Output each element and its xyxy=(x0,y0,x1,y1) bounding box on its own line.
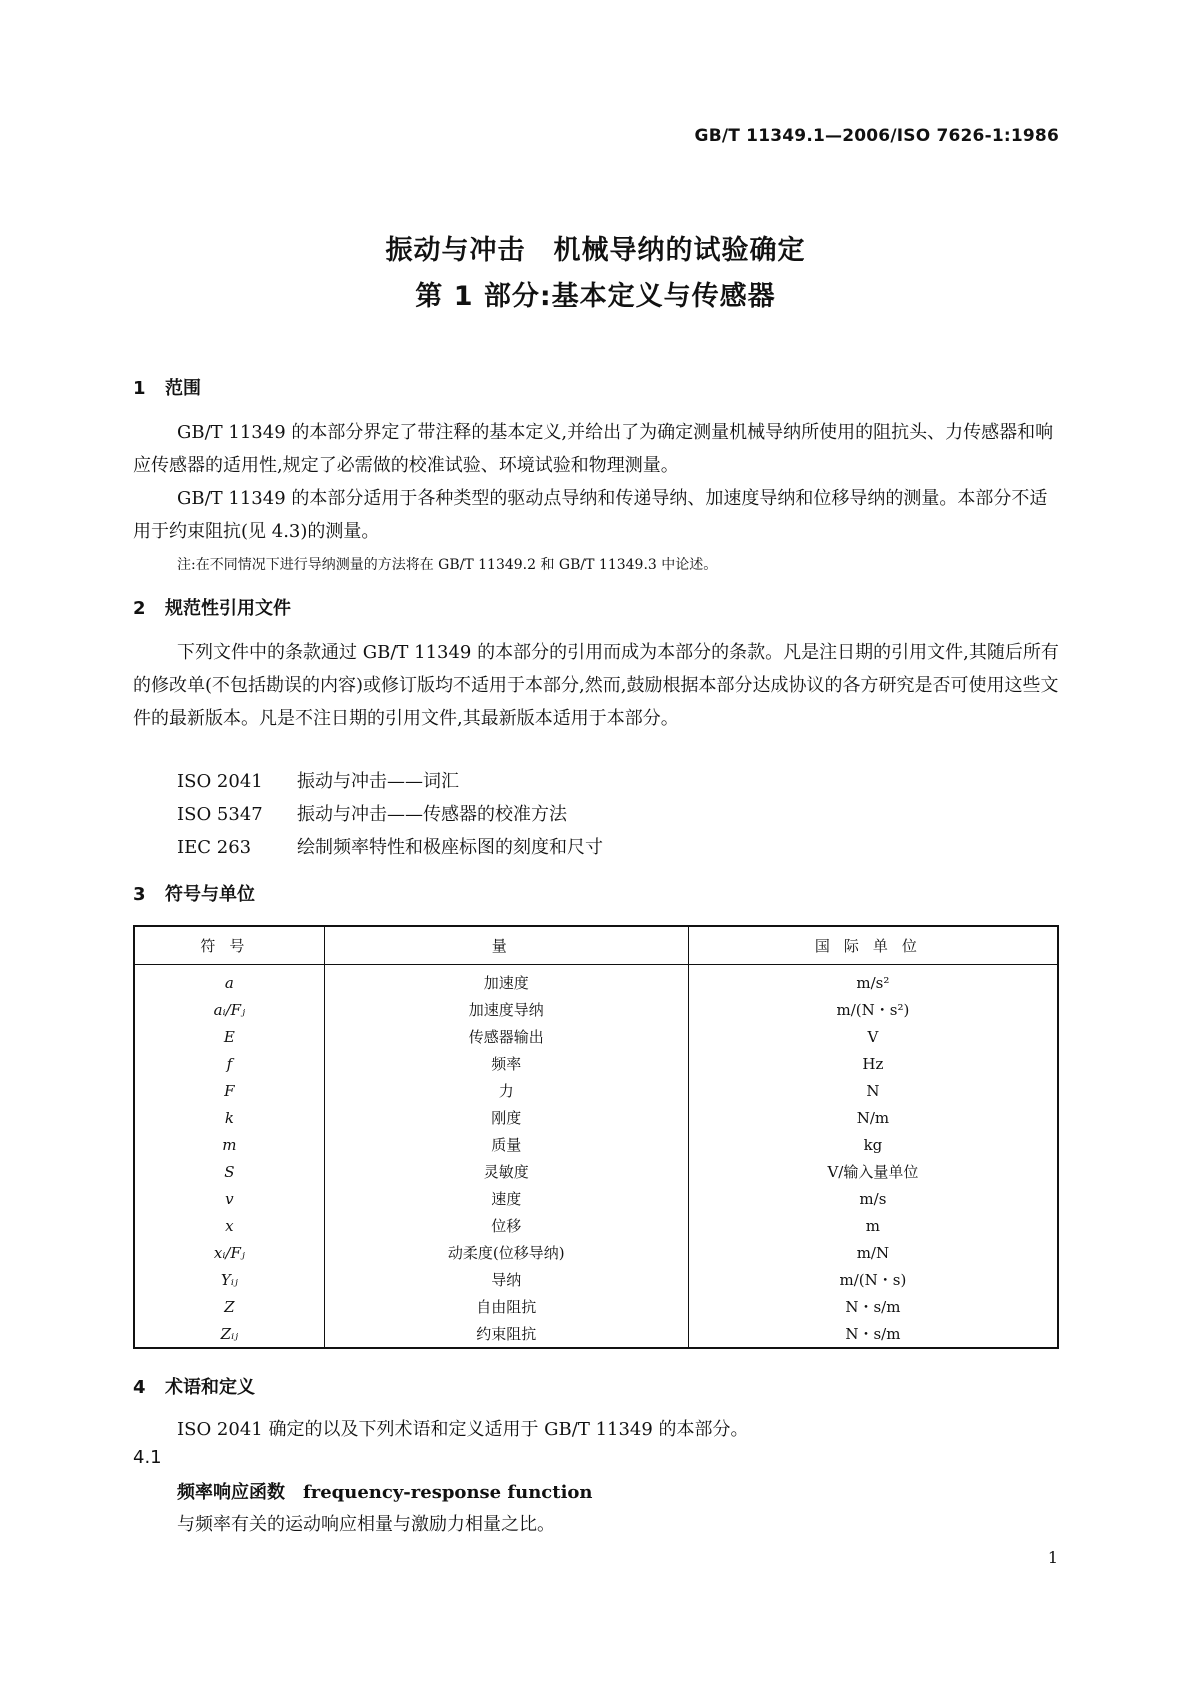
reference-title: 振动与冲击——传感器的校准方法 xyxy=(297,804,567,825)
quantity-cell: 加速度导纳 xyxy=(324,996,688,1023)
section-title: 范围 xyxy=(165,378,201,399)
section-4-heading xyxy=(133,1373,255,1399)
unit-cell: m/s² xyxy=(688,965,1058,997)
symbol-cell: v xyxy=(225,1189,234,1208)
symbol-cell: f xyxy=(226,1054,233,1073)
col-header-symbol: 符号 xyxy=(134,926,324,965)
section-2-heading xyxy=(133,594,291,620)
reference-code: IEC 263 xyxy=(177,837,252,858)
symbol-cell: Z xyxy=(224,1297,235,1316)
quantity-cell: 灵敏度 xyxy=(324,1158,688,1185)
unit-cell: kg xyxy=(688,1131,1058,1158)
reference-title: 绘制频率特性和极座标图的刻度和尺寸 xyxy=(297,837,603,858)
symbol-cell: S xyxy=(224,1162,235,1181)
col-header-quantity: 量 xyxy=(324,926,688,965)
reference-item xyxy=(177,833,603,859)
term-zh: 频率响应函数 xyxy=(177,1482,285,1503)
section-1-heading xyxy=(133,374,201,400)
reference-title: 振动与冲击——词汇 xyxy=(297,771,459,792)
unit-cell: N xyxy=(688,1077,1058,1104)
term-heading xyxy=(177,1478,593,1504)
quantity-cell: 自由阻抗 xyxy=(324,1293,688,1320)
table-row xyxy=(134,1023,1058,1050)
table-row xyxy=(134,1077,1058,1104)
unit-cell: N・s/m xyxy=(688,1293,1058,1320)
symbol-cell: Zᵢⱼ xyxy=(220,1324,239,1343)
unit-cell: m/s xyxy=(688,1185,1058,1212)
quantity-cell: 传感器输出 xyxy=(324,1023,688,1050)
table-row xyxy=(134,1320,1058,1348)
quantity-cell: 导纳 xyxy=(324,1266,688,1293)
symbol-cell: k xyxy=(224,1108,234,1127)
subsection-number: 4.1 xyxy=(133,1447,162,1468)
quantity-cell: 刚度 xyxy=(324,1104,688,1131)
unit-cell: m/(N・s²) xyxy=(688,996,1058,1023)
reference-code: ISO 2041 xyxy=(177,771,263,792)
quantity-cell: 约束阻抗 xyxy=(324,1320,688,1348)
term-definition: 与频率有关的运动响应相量与激励力相量之比。 xyxy=(177,1514,555,1535)
symbol-cell: F xyxy=(224,1081,235,1100)
quantity-cell: 质量 xyxy=(324,1131,688,1158)
section-number: 3 xyxy=(133,884,146,905)
unit-cell: N・s/m xyxy=(688,1320,1058,1348)
table-header-row xyxy=(134,926,1058,965)
quantity-cell: 速度 xyxy=(324,1185,688,1212)
unit-cell: N/m xyxy=(688,1104,1058,1131)
section-number: 4 xyxy=(133,1377,146,1398)
section-4-para: ISO 2041 确定的以及下列术语和定义适用于 GB/T 11349 的本部分。 xyxy=(177,1419,749,1440)
section-1-para-2: GB/T 11349 的本部分适用于各种类型的驱动点导纳和传递导纳、加速度导纳和位移导纳的测量。本部分不适用于约束阻抗(见 4.3)的测量。 xyxy=(133,488,1048,542)
symbol-cell: x xyxy=(225,1216,234,1235)
symbol-cell: aᵢ/Fⱼ xyxy=(213,1000,246,1019)
reference-item xyxy=(177,767,459,793)
unit-cell: Hz xyxy=(688,1050,1058,1077)
quantity-cell: 频率 xyxy=(324,1050,688,1077)
quantity-cell: 力 xyxy=(324,1077,688,1104)
table-row xyxy=(134,1131,1058,1158)
section-2-para: 下列文件中的条款通过 GB/T 11349 的本部分的引用而成为本部分的条款。凡是注日期的引用文件,其随后所有的修改单(不包括勘误的内容)或修订版均不适用于本部分,然而,鼓励根据本部分达成协议的各方研究是否可使用这些文件的最新版本。凡是不注日期的引用文件,其最新版本适用于本部分。 xyxy=(133,642,1059,729)
unit-cell: V xyxy=(688,1023,1058,1050)
quantity-cell: 加速度 xyxy=(324,965,688,997)
unit-cell: m xyxy=(688,1212,1058,1239)
section-title: 规范性引用文件 xyxy=(165,598,291,619)
table-row xyxy=(134,1104,1058,1131)
symbol-cell: m xyxy=(222,1135,237,1154)
col-header-si-unit: 国际单位 xyxy=(688,926,1058,965)
section-1-note: 注:在不同情况下进行导纳测量的方法将在 GB/T 11349.2 和 GB/T 11349.3 中论述。 xyxy=(177,557,718,573)
page-title-line1: 振动与冲击 机械导纳的试验确定 xyxy=(385,235,806,266)
table-row xyxy=(134,1293,1058,1320)
table-row xyxy=(134,1212,1058,1239)
section-title: 符号与单位 xyxy=(165,884,255,905)
section-title: 术语和定义 xyxy=(165,1377,255,1398)
reference-code: ISO 5347 xyxy=(177,804,263,825)
symbol-cell: Yᵢⱼ xyxy=(220,1270,238,1289)
symbol-cell: a xyxy=(224,973,234,992)
unit-cell: m/N xyxy=(688,1239,1058,1266)
quantity-cell: 位移 xyxy=(324,1212,688,1239)
symbols-units-table xyxy=(133,925,1059,1349)
table-row xyxy=(134,1158,1058,1185)
section-3-heading xyxy=(133,880,255,906)
unit-cell: V/输入量单位 xyxy=(688,1158,1058,1185)
section-1-para-1: GB/T 11349 的本部分界定了带注释的基本定义,并给出了为确定测量机械导纳所使用的阻抗头、力传感器和响应传感器的适用性,规定了必需做的校准试验、环境试验和物理测量。 xyxy=(133,422,1054,476)
page-title-line2: 第 1 部分:基本定义与传感器 xyxy=(415,281,776,312)
standard-code: GB/T 11349.1—2006/ISO 7626-1:1986 xyxy=(694,126,1059,146)
page-number: 1 xyxy=(1047,1548,1058,1567)
table-row xyxy=(134,965,1058,997)
table-row xyxy=(134,1185,1058,1212)
symbol-cell: E xyxy=(223,1027,235,1046)
table-row xyxy=(134,1239,1058,1266)
table-row xyxy=(134,996,1058,1023)
term-en: frequency-response function xyxy=(303,1482,593,1503)
unit-cell: m/(N・s) xyxy=(688,1266,1058,1293)
section-number: 1 xyxy=(133,378,146,399)
table-row xyxy=(134,1050,1058,1077)
reference-item xyxy=(177,800,567,826)
quantity-cell: 动柔度(位移导纳) xyxy=(324,1239,688,1266)
table-row xyxy=(134,1266,1058,1293)
symbol-cell: xᵢ/Fⱼ xyxy=(213,1243,245,1262)
section-number: 2 xyxy=(133,598,146,619)
